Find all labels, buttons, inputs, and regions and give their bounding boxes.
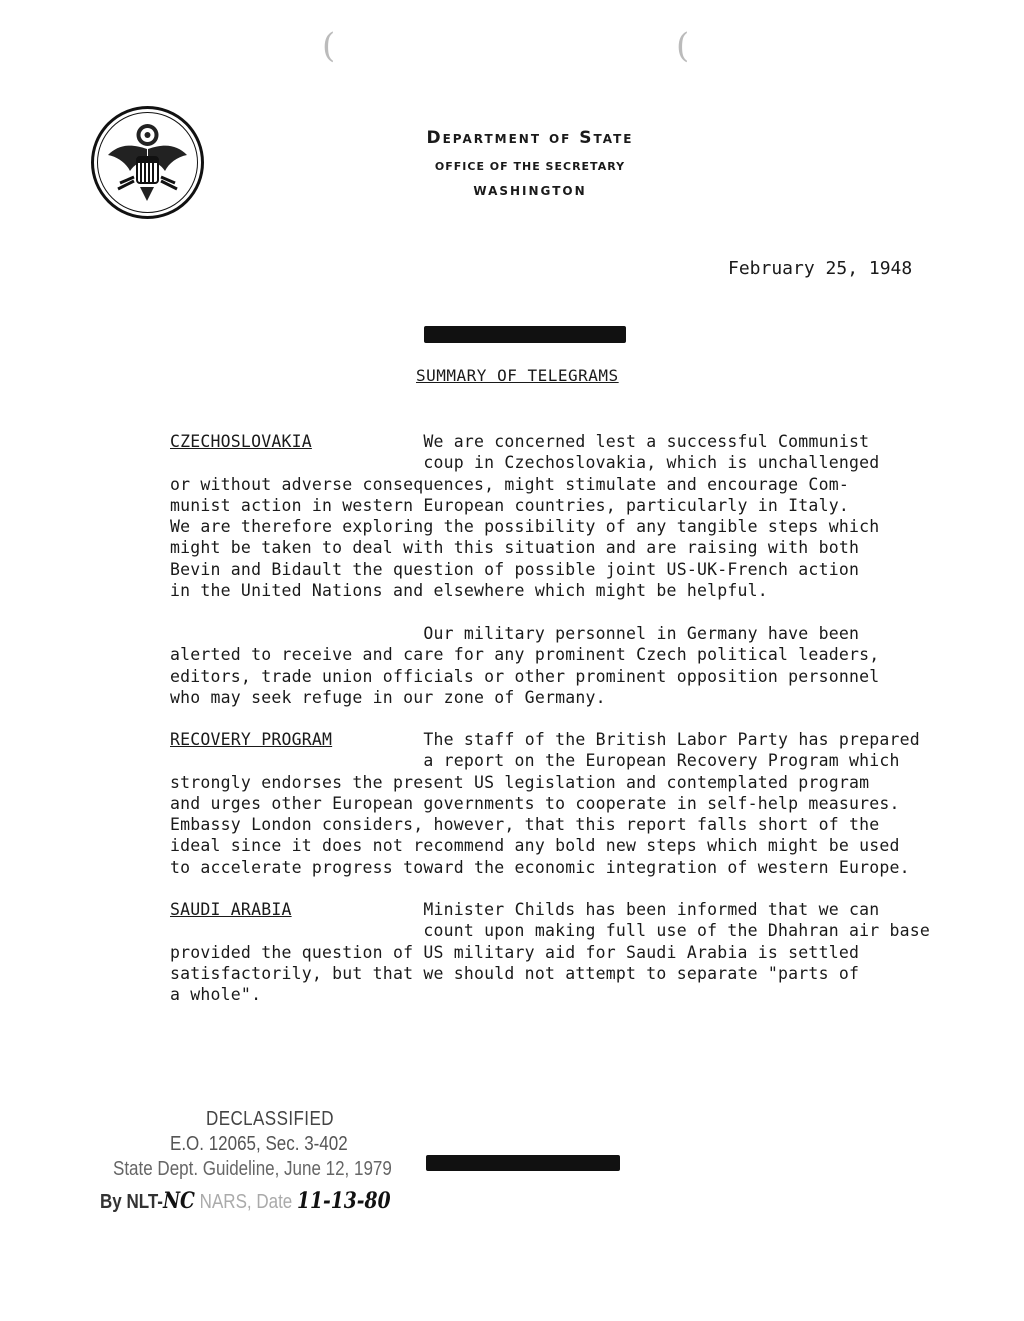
declassified-stamp-eo: E.O. 12065, Sec. 3-402 <box>170 1133 348 1155</box>
text-line: provided the question of US military aid for Saudi Arabia is settled <box>170 942 860 962</box>
letterhead-city: WASHINGTON <box>473 184 587 198</box>
section-military-personnel <box>170 623 960 708</box>
text-line: a whole". <box>170 985 262 1005</box>
text-line: might be taken to deal with this situation and are raising with both <box>170 538 860 558</box>
section-heading: SAUDI ARABIA <box>170 900 292 919</box>
stamp-nars-label: NARS, Date <box>194 1191 293 1213</box>
section-lead-line: Our military personnel in Germany have been <box>423 624 860 643</box>
letterhead-department: Department of State <box>426 128 634 148</box>
state-department-seal <box>90 105 205 220</box>
punch-mark-left: ( <box>322 26 336 66</box>
text-line: count upon making full use of the Dhahran air base <box>170 921 931 941</box>
document-date: February 25, 1948 <box>728 258 913 279</box>
text-line: editors, trade union officials or other prominent opposition personnel <box>170 666 880 686</box>
section-lead-line: We are concerned lest a successful Communist <box>423 432 870 451</box>
text-line: ideal since it does not recommend any bold new steps which might be used <box>170 836 900 856</box>
section-lead-line: The staff of the British Labor Party has prepared <box>423 730 920 749</box>
section-recovery-program <box>170 729 960 878</box>
section-heading: RECOVERY PROGRAM <box>170 730 333 749</box>
text-line: strongly endorses the present US legislation and contemplated program <box>170 772 870 792</box>
handwritten-initials: NC <box>162 1188 195 1214</box>
declassified-stamp-title: DECLASSIFIED <box>206 1108 334 1130</box>
text-line: or without adverse consequences, might stimulate and encourage Com- <box>170 474 849 494</box>
text-line: satisfactorily, but that we should not attempt to separate "parts of <box>170 963 860 983</box>
text-line: coup in Czechoslovakia, which is unchallenged <box>170 453 880 473</box>
text-line: Embassy London considers, however, that this report falls short of the <box>170 815 880 835</box>
declassified-stamp-signoff <box>100 1188 391 1214</box>
bottom-classification-redaction <box>426 1155 620 1171</box>
text-line: to accelerate progress toward the economic integration of western Europe. <box>170 857 910 877</box>
text-line: and urges other European governments to cooperate in self-help measures. <box>170 793 900 813</box>
text-line: Bevin and Bidault the question of possible joint US-UK-French action <box>170 559 860 579</box>
section-heading: CZECHOSLOVAKIA <box>170 432 312 451</box>
text-line: a report on the European Recovery Program which <box>170 751 900 771</box>
declassified-stamp-guideline: State Dept. Guideline, June 12, 1979 <box>113 1158 392 1180</box>
text-line: alerted to receive and care for any prominent Czech political leaders, <box>170 645 880 665</box>
classification-redaction <box>424 326 626 343</box>
text-line: We are therefore exploring the possibility of any tangible steps which <box>170 517 880 537</box>
letterhead-office: OFFICE OF THE SECRETARY <box>434 160 626 173</box>
section-lead-line: Minister Childs has been informed that we can <box>423 900 880 919</box>
section-saudi-arabia <box>170 899 960 1005</box>
document-title: SUMMARY OF TELEGRAMS <box>416 366 619 385</box>
stamp-by-label: By NLT- <box>100 1191 163 1213</box>
text-line: munist action in western European countries, particularly in Italy. <box>170 495 849 515</box>
section-czechoslovakia <box>170 431 960 601</box>
text-line: who may seek refuge in our zone of Germany. <box>170 687 606 707</box>
handwritten-date: 11-13-80 <box>296 1188 391 1214</box>
text-line: in the United Nations and elsewhere which might be helpful. <box>170 581 768 601</box>
punch-mark-right: ( <box>676 26 690 66</box>
